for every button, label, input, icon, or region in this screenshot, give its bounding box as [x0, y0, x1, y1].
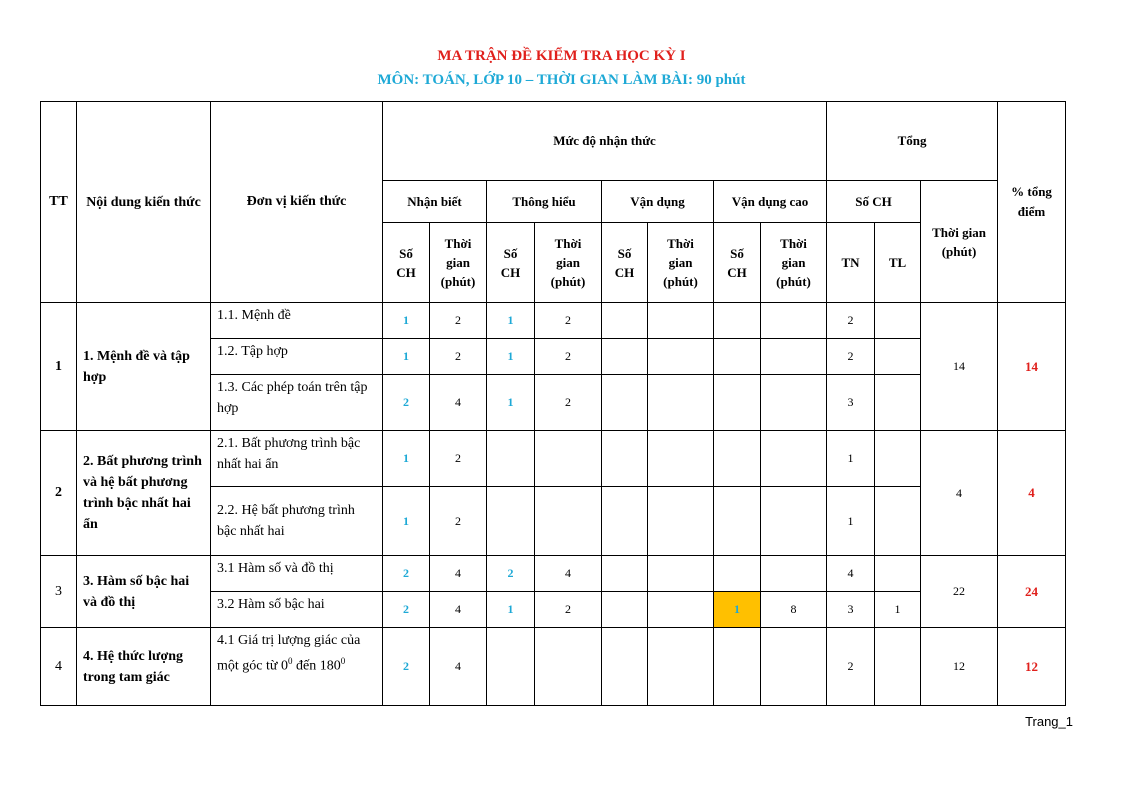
row-unit-text: 4.1 Giá trị lượng giác của một góc từ 0: [217, 633, 361, 674]
cell-tl: [875, 303, 921, 339]
header-tl: TL: [875, 223, 921, 303]
cell-tn: 2: [827, 303, 875, 339]
cell-tl: [875, 487, 921, 556]
header-so-ch: Số CH: [714, 223, 761, 303]
cell-percent: 4: [998, 431, 1066, 556]
cell-vd-ch: [602, 487, 648, 556]
cell-nb-ch: 2: [383, 628, 430, 706]
cell-nb-tg: 4: [430, 628, 487, 706]
row-unit: 3.2 Hàm số bậc hai: [211, 592, 383, 628]
row-unit: [211, 628, 383, 706]
cell-vdc-ch: [714, 487, 761, 556]
row-unit: 2.1. Bất phương trình bậc nhất hai ẩn: [211, 431, 383, 487]
cell-th-ch: [487, 628, 535, 706]
cell-nb-tg: 2: [430, 431, 487, 487]
cell-nb-ch: 1: [383, 431, 430, 487]
row-unit: 2.2. Hệ bất phương trình bậc nhất hai: [211, 487, 383, 556]
cell-nb-ch: 2: [383, 592, 430, 628]
row-unit: 3.1 Hàm số và đồ thị: [211, 556, 383, 592]
cell-total-time: 14: [921, 303, 998, 431]
row-content: 3. Hàm số bậc hai và đồ thị: [77, 556, 211, 628]
table-row: [41, 431, 1066, 487]
cell-tn: 2: [827, 339, 875, 375]
cell-nb-ch: 1: [383, 487, 430, 556]
row-tt: 1: [41, 303, 77, 431]
cell-vdc-ch: [714, 556, 761, 592]
cell-th-ch: [487, 431, 535, 487]
row-content: 2. Bất phương trình và hệ bất phương trình bậc nhất hai ẩn: [77, 431, 211, 556]
header-content: Nội dung kiến thức: [77, 102, 211, 303]
cell-tn: 1: [827, 487, 875, 556]
cell-th-tg: [535, 487, 602, 556]
cell-vdc-tg: [761, 556, 827, 592]
header-level: Mức độ nhận thức: [383, 102, 827, 181]
cell-tl: [875, 339, 921, 375]
cell-vd-ch: [602, 303, 648, 339]
cell-th-tg: 2: [535, 592, 602, 628]
cell-nb-ch: 2: [383, 375, 430, 431]
cell-tn: 2: [827, 628, 875, 706]
header-thong-hieu: Thông hiểu: [487, 181, 602, 223]
header-tt: TT: [41, 102, 77, 303]
header-thoi-gian-total: Thời gian (phút): [921, 181, 998, 303]
table-row: [41, 628, 1066, 706]
header-percent: % tổng điểm: [998, 102, 1066, 303]
cell-tn: 1: [827, 431, 875, 487]
cell-vd-ch: [602, 339, 648, 375]
cell-vd-ch: [602, 431, 648, 487]
cell-vd-tg: [648, 628, 714, 706]
cell-vdc-tg: [761, 487, 827, 556]
cell-vd-ch: [602, 375, 648, 431]
page-title: MA TRẬN ĐỀ KIỂM TRA HỌC KỲ I: [437, 48, 686, 64]
header-so-ch: Số CH: [383, 223, 430, 303]
header-unit: Đơn vị kiến thức: [211, 102, 383, 303]
cell-percent: 12: [998, 628, 1066, 706]
row-tt: 2: [41, 431, 77, 556]
row-unit: 1.1. Mệnh đề: [211, 303, 383, 339]
cell-tn: 3: [827, 592, 875, 628]
table-row: [41, 303, 1066, 339]
cell-th-tg: 2: [535, 303, 602, 339]
cell-vd-tg: [648, 339, 714, 375]
cell-th-tg: 2: [535, 339, 602, 375]
page-subtitle: MÔN: TOÁN, LỚP 10 – THỜI GIAN LÀM BÀI: 90 phút: [377, 72, 746, 88]
row-tt: 3: [41, 556, 77, 628]
cell-percent: 14: [998, 303, 1066, 431]
cell-nb-ch: 1: [383, 303, 430, 339]
row-unit-text: đến 180: [292, 658, 341, 674]
cell-tl: [875, 556, 921, 592]
cell-vdc-ch: [714, 375, 761, 431]
header-thoi-gian: Thời gian (phút): [761, 223, 827, 303]
cell-nb-tg: 4: [430, 556, 487, 592]
cell-tn: 3: [827, 375, 875, 431]
cell-total-time: 4: [921, 431, 998, 556]
header-total: Tổng: [827, 102, 998, 181]
cell-percent: 24: [998, 556, 1066, 628]
cell-vd-ch: [602, 592, 648, 628]
cell-tl: 1: [875, 592, 921, 628]
cell-vdc-ch: [714, 628, 761, 706]
cell-nb-tg: 4: [430, 592, 487, 628]
degree-superscript: 0: [340, 656, 346, 666]
header-van-dung: Vận dụng: [602, 181, 714, 223]
cell-nb-ch: 2: [383, 556, 430, 592]
cell-vd-tg: [648, 431, 714, 487]
cell-tl: [875, 628, 921, 706]
cell-vdc-ch: [714, 339, 761, 375]
table-row: [41, 556, 1066, 592]
cell-tl: [875, 431, 921, 487]
cell-th-ch: 2: [487, 556, 535, 592]
cell-vd-ch: [602, 628, 648, 706]
cell-nb-tg: 2: [430, 339, 487, 375]
row-content: 4. Hệ thức lượng trong tam giác: [77, 628, 211, 706]
cell-nb-tg: 2: [430, 303, 487, 339]
cell-nb-ch: 1: [383, 339, 430, 375]
cell-th-ch: 1: [487, 303, 535, 339]
header-so-ch: Số CH: [602, 223, 648, 303]
cell-tn: 4: [827, 556, 875, 592]
cell-vdc-tg: [761, 339, 827, 375]
header-row: [41, 102, 1066, 181]
cell-th-tg: [535, 431, 602, 487]
header-so-ch: Số CH: [487, 223, 535, 303]
cell-vd-tg: [648, 487, 714, 556]
cell-th-ch: 1: [487, 375, 535, 431]
header-thoi-gian: Thời gian (phút): [648, 223, 714, 303]
cell-tl: [875, 375, 921, 431]
cell-vd-ch: [602, 556, 648, 592]
header-thoi-gian: Thời gian (phút): [535, 223, 602, 303]
knowledge-matrix-table: [40, 101, 1066, 706]
cell-vdc-ch: [714, 431, 761, 487]
page-number: Trang_1: [1025, 714, 1073, 729]
cell-th-tg: 4: [535, 556, 602, 592]
cell-th-tg: 2: [535, 375, 602, 431]
cell-vd-tg: [648, 556, 714, 592]
cell-nb-tg: 2: [430, 487, 487, 556]
header-nhan-biet: Nhận biết: [383, 181, 487, 223]
cell-th-tg: [535, 628, 602, 706]
cell-th-ch: 1: [487, 339, 535, 375]
cell-vdc-tg: [761, 375, 827, 431]
cell-vdc-ch: [714, 303, 761, 339]
header-so-ch-total: Số CH: [827, 181, 921, 223]
row-unit: 1.2. Tập hợp: [211, 339, 383, 375]
cell-vdc-tg: [761, 431, 827, 487]
cell-nb-tg: 4: [430, 375, 487, 431]
cell-total-time: 22: [921, 556, 998, 628]
header-thoi-gian: Thời gian (phút): [430, 223, 487, 303]
cell-vdc-ch: 1: [714, 592, 761, 628]
cell-vd-tg: [648, 592, 714, 628]
header-tn: TN: [827, 223, 875, 303]
cell-vdc-tg: [761, 303, 827, 339]
row-tt: 4: [41, 628, 77, 706]
degree-superscript: 0: [287, 656, 293, 666]
header-van-dung-cao: Vận dụng cao: [714, 181, 827, 223]
cell-total-time: 12: [921, 628, 998, 706]
cell-vdc-tg: 8: [761, 592, 827, 628]
cell-vd-tg: [648, 375, 714, 431]
cell-vd-tg: [648, 303, 714, 339]
cell-th-ch: [487, 487, 535, 556]
cell-th-ch: 1: [487, 592, 535, 628]
cell-vdc-tg: [761, 628, 827, 706]
row-content: 1. Mệnh đề và tập hợp: [77, 303, 211, 431]
row-unit: 1.3. Các phép toán trên tập hợp: [211, 375, 383, 431]
